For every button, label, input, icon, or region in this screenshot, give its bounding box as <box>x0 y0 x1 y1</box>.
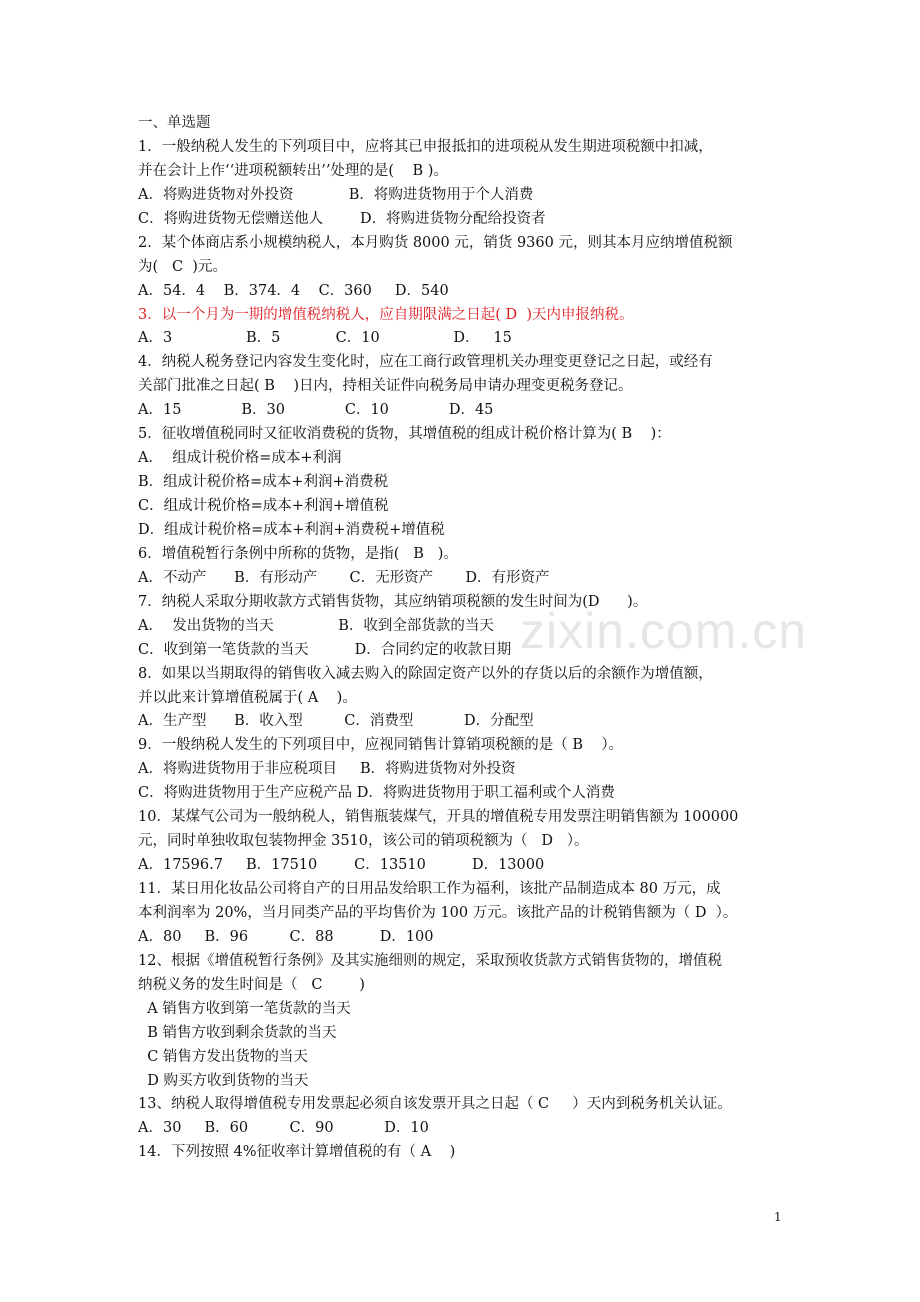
text-line: A．不动产 B．有形动产 C．无形资产 D．有形资产 <box>138 569 550 586</box>
text-line: A．54．4 B．374．4 C．360 D．540 <box>138 282 449 299</box>
text-line: A．80 B．96 C．88 D．100 <box>138 928 434 945</box>
text-line: 元，同时单独收取包装物押金 3510，该公司的销项税额为（ D ）。 <box>138 833 589 850</box>
text-line: 3．以一个月为一期的增值税纳税人，应自期限满之日起( D )天内申报纳税。 <box>138 306 634 323</box>
text-line: 并在会计上作‘‘进项税额转出’’处理的是( B )。 <box>138 162 448 179</box>
text-line: A 销售方收到第一笔货款的当天 <box>138 1000 351 1017</box>
text-line: 10．某煤气公司为一般纳税人，销售瓶装煤气，开具的增值税专用发票注明销售额为 100000 <box>138 809 739 826</box>
text-line: D．组成计税价格=成本+利润+消费税+增值税 <box>138 521 445 538</box>
text-line: 5．征收增值税同时又征收消费税的货物，其增值税的组成计税价格计算为( B )： <box>138 426 671 443</box>
text-line: B．组成计税价格=成本+利润+消费税 <box>138 474 389 491</box>
text-line: C 销售方发出货物的当天 <box>138 1048 308 1065</box>
text-line: A．将购进货物对外投资 B．将购进货物用于个人消费 <box>138 186 534 203</box>
text-line: A．将购进货物用于非应税项目 B．将购进货物对外投资 <box>138 761 516 778</box>
text-line: A．15 B．30 C．10 D．45 <box>138 402 494 419</box>
text-line: 14．下列按照 4%征收率计算增值税的有（ A ) <box>138 1144 456 1161</box>
text-line: 关部门批准之日起( B )日内，持相关证件向税务局申请办理变更税务登记。 <box>138 378 633 395</box>
text-line: B 销售方收到剩余货款的当天 <box>138 1024 337 1041</box>
text-line: A．30 B．60 C．90 D．10 <box>138 1120 429 1137</box>
text-line: 6．增值税暂行条例中所称的货物，是指( B )。 <box>138 545 458 562</box>
text-line: 本利润率为 20%，当月同类产品的平均售价为 100 万元。该批产品的计税销售额为（ D ）。 <box>138 904 738 921</box>
text-line: 2．某个体商店系小规模纳税人，本月购货 8000 元，销货 9360 元，则其本月应纳增值税额 <box>138 234 733 251</box>
text-line: 13、纳税人取得增值税专用发票起必须自该发票开具之日起（ C ）天内到税务机关认证。 <box>138 1096 732 1113</box>
text-line: 纳税义务的发生时间是（ C ) <box>138 976 365 993</box>
watermark: zixin.com.cn <box>520 603 808 659</box>
text-line: C．将购进货物用于生产应税产品 D．将购进货物用于职工福利或个人消费 <box>138 785 615 802</box>
text-line: 一、单选题 <box>138 115 211 131</box>
text-line: 并以此来计算增值税属于( A )。 <box>138 689 357 706</box>
text-line: 11．某日用化妆品公司将自产的日用品发给职工作为福利，该批产品制造成本 80 万元，成 <box>138 881 721 897</box>
text-line: A．3 B．5 C．10 D． 15 <box>138 330 512 347</box>
text-line: A． 发出货物的当天 B．收到全部货款的当天 <box>138 617 494 634</box>
text-line: C．收到第一笔货款的当天 D．合同约定的收款日期 <box>138 641 512 658</box>
text-line: A． 组成计税价格=成本+利润 <box>138 450 342 467</box>
text-line: 4．纳税人税务登记内容发生变化时，应在工商行政管理机关办理变更登记之日起，或经有 <box>138 354 713 371</box>
text-line: 为( C )元。 <box>138 258 227 275</box>
page-number: 1 <box>774 1210 782 1224</box>
text-line: 9．一般纳税人发生的下列项目中，应视同销售计算销项税额的是（ B ）。 <box>138 737 624 754</box>
text-line: 1．一般纳税人发生的下列项目中，应将其已申报抵扣的进项税从发生期进项税额中扣减， <box>138 138 713 155</box>
text-line: 12、根据《增值税暂行条例》及其实施细则的规定，采取预收货款方式销售货物的，增值税 <box>138 952 722 969</box>
text-line: A．17596.7 B．17510 C．13510 D．13000 <box>138 857 545 874</box>
text-line: A．生产型 B．收入型 C．消费型 D．分配型 <box>138 713 534 730</box>
text-line: D 购买方收到货物的当天 <box>138 1072 309 1089</box>
document-body <box>138 112 798 1165</box>
text-line: C．组成计税价格=成本+利润+增值税 <box>138 498 389 514</box>
text-line: 8．如果以当期取得的销售收入减去购入的除固定资产以外的存货以后的余额作为增值额， <box>138 665 713 682</box>
text-line: C．将购进货物无偿赠送他人 D．将购进货物分配给投资者 <box>138 210 546 227</box>
text-line: 7．纳税人采取分期收款方式销售货物，其应纳销项税额的发生时间为(D )。 <box>138 593 648 610</box>
